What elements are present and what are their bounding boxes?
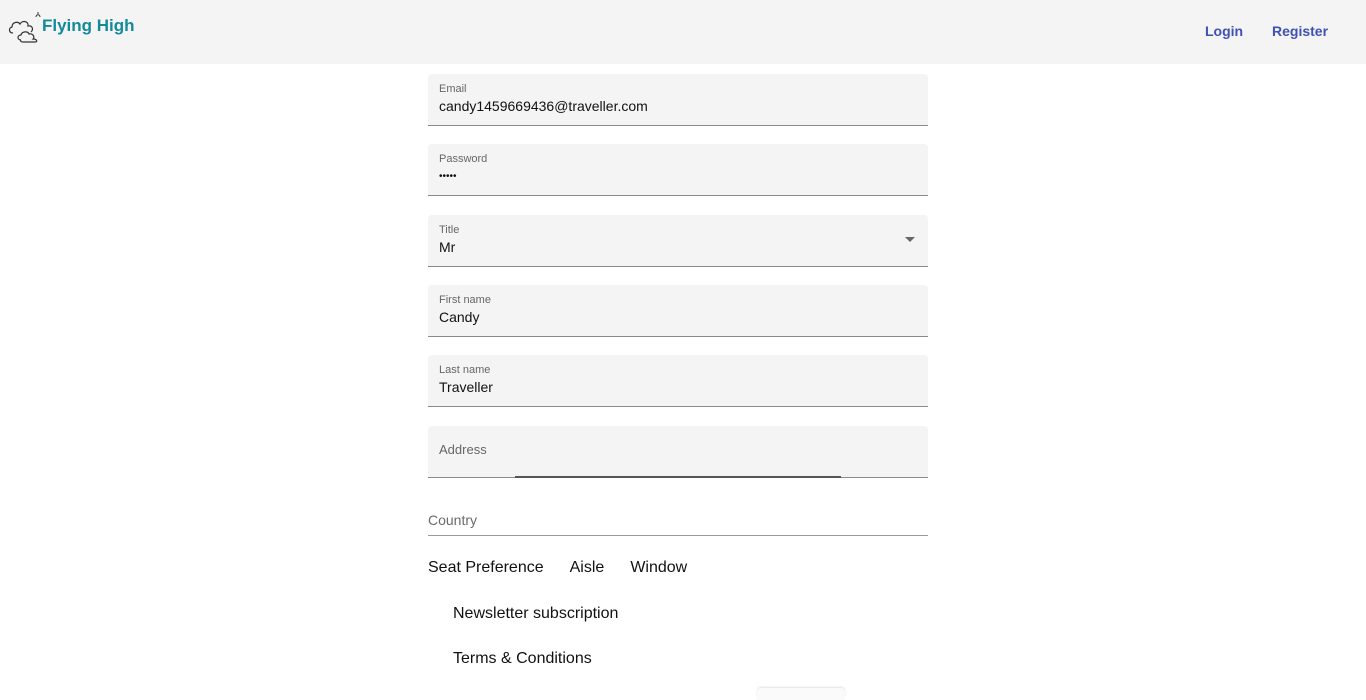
cloud-logo-icon: [7, 11, 41, 43]
first-name-field[interactable]: [428, 285, 928, 337]
last-name-label: Last name: [439, 364, 491, 376]
logo-text: Flying High: [42, 16, 135, 35]
country-field[interactable]: [428, 505, 928, 536]
terms-checkbox[interactable]: Terms & Conditions: [453, 650, 592, 667]
email-field[interactable]: [428, 74, 928, 126]
seat-option-window[interactable]: Window: [630, 559, 688, 576]
email-value[interactable]: candy1459669436@traveller.com: [439, 98, 648, 114]
seat-preference-group: [428, 559, 713, 577]
newsletter-checkbox[interactable]: Newsletter subscription: [453, 605, 619, 622]
register-link[interactable]: Register: [1272, 23, 1329, 39]
password-value[interactable]: •••••: [439, 171, 457, 182]
title-select[interactable]: [428, 215, 928, 267]
title-label: Title: [439, 224, 460, 236]
password-field[interactable]: [428, 144, 928, 196]
top-navbar: [0, 0, 1366, 64]
password-label: Password: [439, 153, 488, 165]
first-name-label: First name: [439, 294, 491, 306]
first-name-value[interactable]: Candy: [439, 309, 480, 325]
country-placeholder: Country: [428, 512, 478, 528]
title-value[interactable]: Mr: [439, 239, 456, 255]
last-name-field[interactable]: [428, 355, 928, 407]
dropdown-arrow-icon[interactable]: [905, 237, 915, 242]
submit-button[interactable]: [757, 688, 845, 700]
address-label: Address: [439, 442, 487, 457]
seat-preference-label: Seat Preference: [428, 559, 544, 576]
last-name-value[interactable]: Traveller: [439, 379, 493, 395]
logo[interactable]: [7, 11, 135, 43]
email-label: Email: [439, 83, 467, 95]
address-field[interactable]: [428, 426, 928, 478]
address-focus-underline: [515, 476, 841, 478]
seat-option-aisle[interactable]: Aisle: [569, 559, 605, 576]
login-link[interactable]: Login: [1205, 23, 1244, 39]
